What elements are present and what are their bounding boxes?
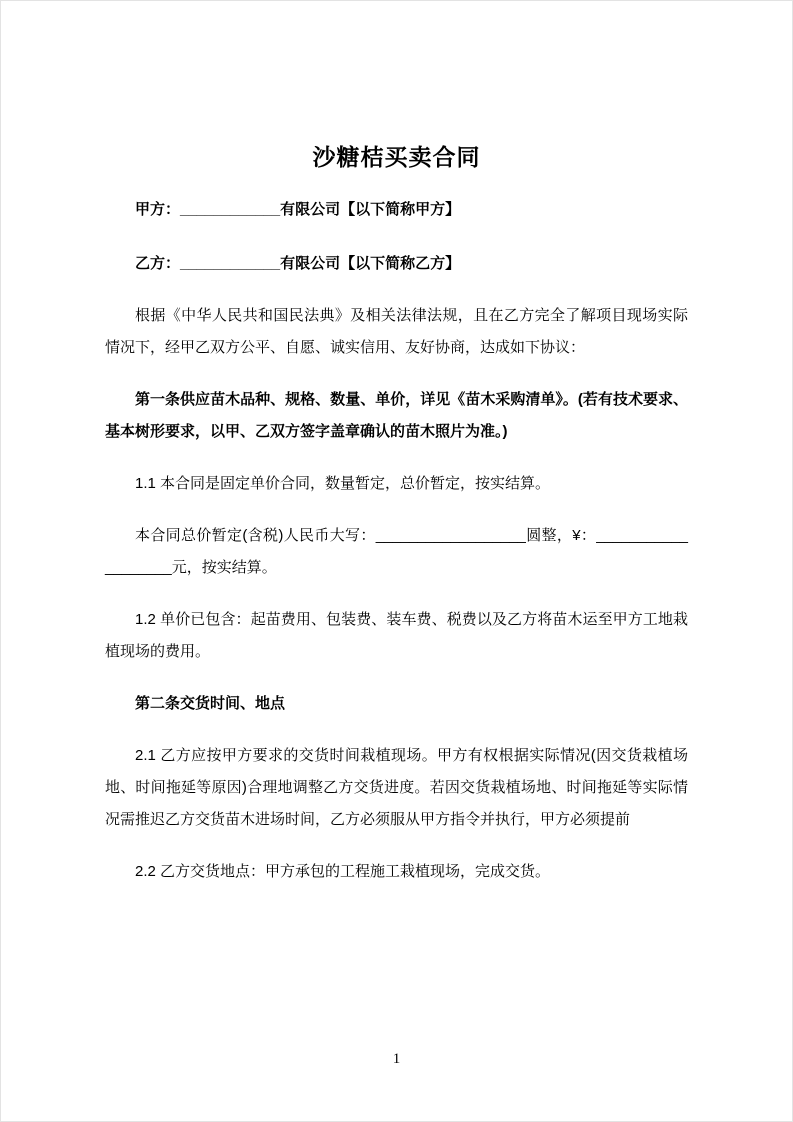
clause-2-heading: 第二条交货时间、地点 — [135, 695, 286, 712]
clause-2-2-paragraph: 2.2 乙方交货地点：甲方承包的工程施工栽植现场，完成交货。 — [135, 863, 551, 880]
clause-1-paragraph: 第一条供应苗木品种、规格、数量、单价，详见《苗木采购清单》。(若有技术要求、基本树形要求，以甲、乙双方签字盖章确认的苗木照片为准。) — [105, 391, 688, 440]
contract-document — [1, 1, 792, 888]
clause-1-2-paragraph: 1.2 单价已包含：起苗费用、包装费、装车费、税费以及乙方将苗木运至甲方工地栽植现场的费用。 — [105, 611, 688, 660]
party-a-line: 甲方：____________有限公司【以下简称甲方】 — [135, 201, 461, 218]
clause-1-1-paragraph: 1.1 本合同是固定单价合同，数量暂定，总价暂定，按实结算。 — [135, 475, 551, 492]
clause-2-1-paragraph: 2.1 乙方应按甲方要求的交货时间栽植现场。甲方有权根据实际情况(因交货栽植场地、时间拖延等原因)合理地调整乙方交货进度。若因交货栽植场地、时间拖延等实际情况需推迟乙方交货苗木进场时间，乙方必须服从甲方指令并执行，甲方必须提前 — [105, 747, 688, 828]
contract-title: 沙糖桔买卖合同 — [312, 144, 481, 170]
preamble-paragraph: 根据《中华人民共和国民法典》及相关法律法规，且在乙方完全了解项目现场实际情况下，经甲乙双方公平、自愿、诚实信用、友好协商，达成如下协议： — [105, 307, 688, 356]
total-price-paragraph: 本合同总价暂定(含税)人民币大写：__________________圆整，¥：___________________元，按实结算。 — [105, 527, 688, 576]
page-number: 1 — [392, 1051, 401, 1067]
party-b-line: 乙方：____________有限公司【以下简称乙方】 — [135, 255, 461, 272]
